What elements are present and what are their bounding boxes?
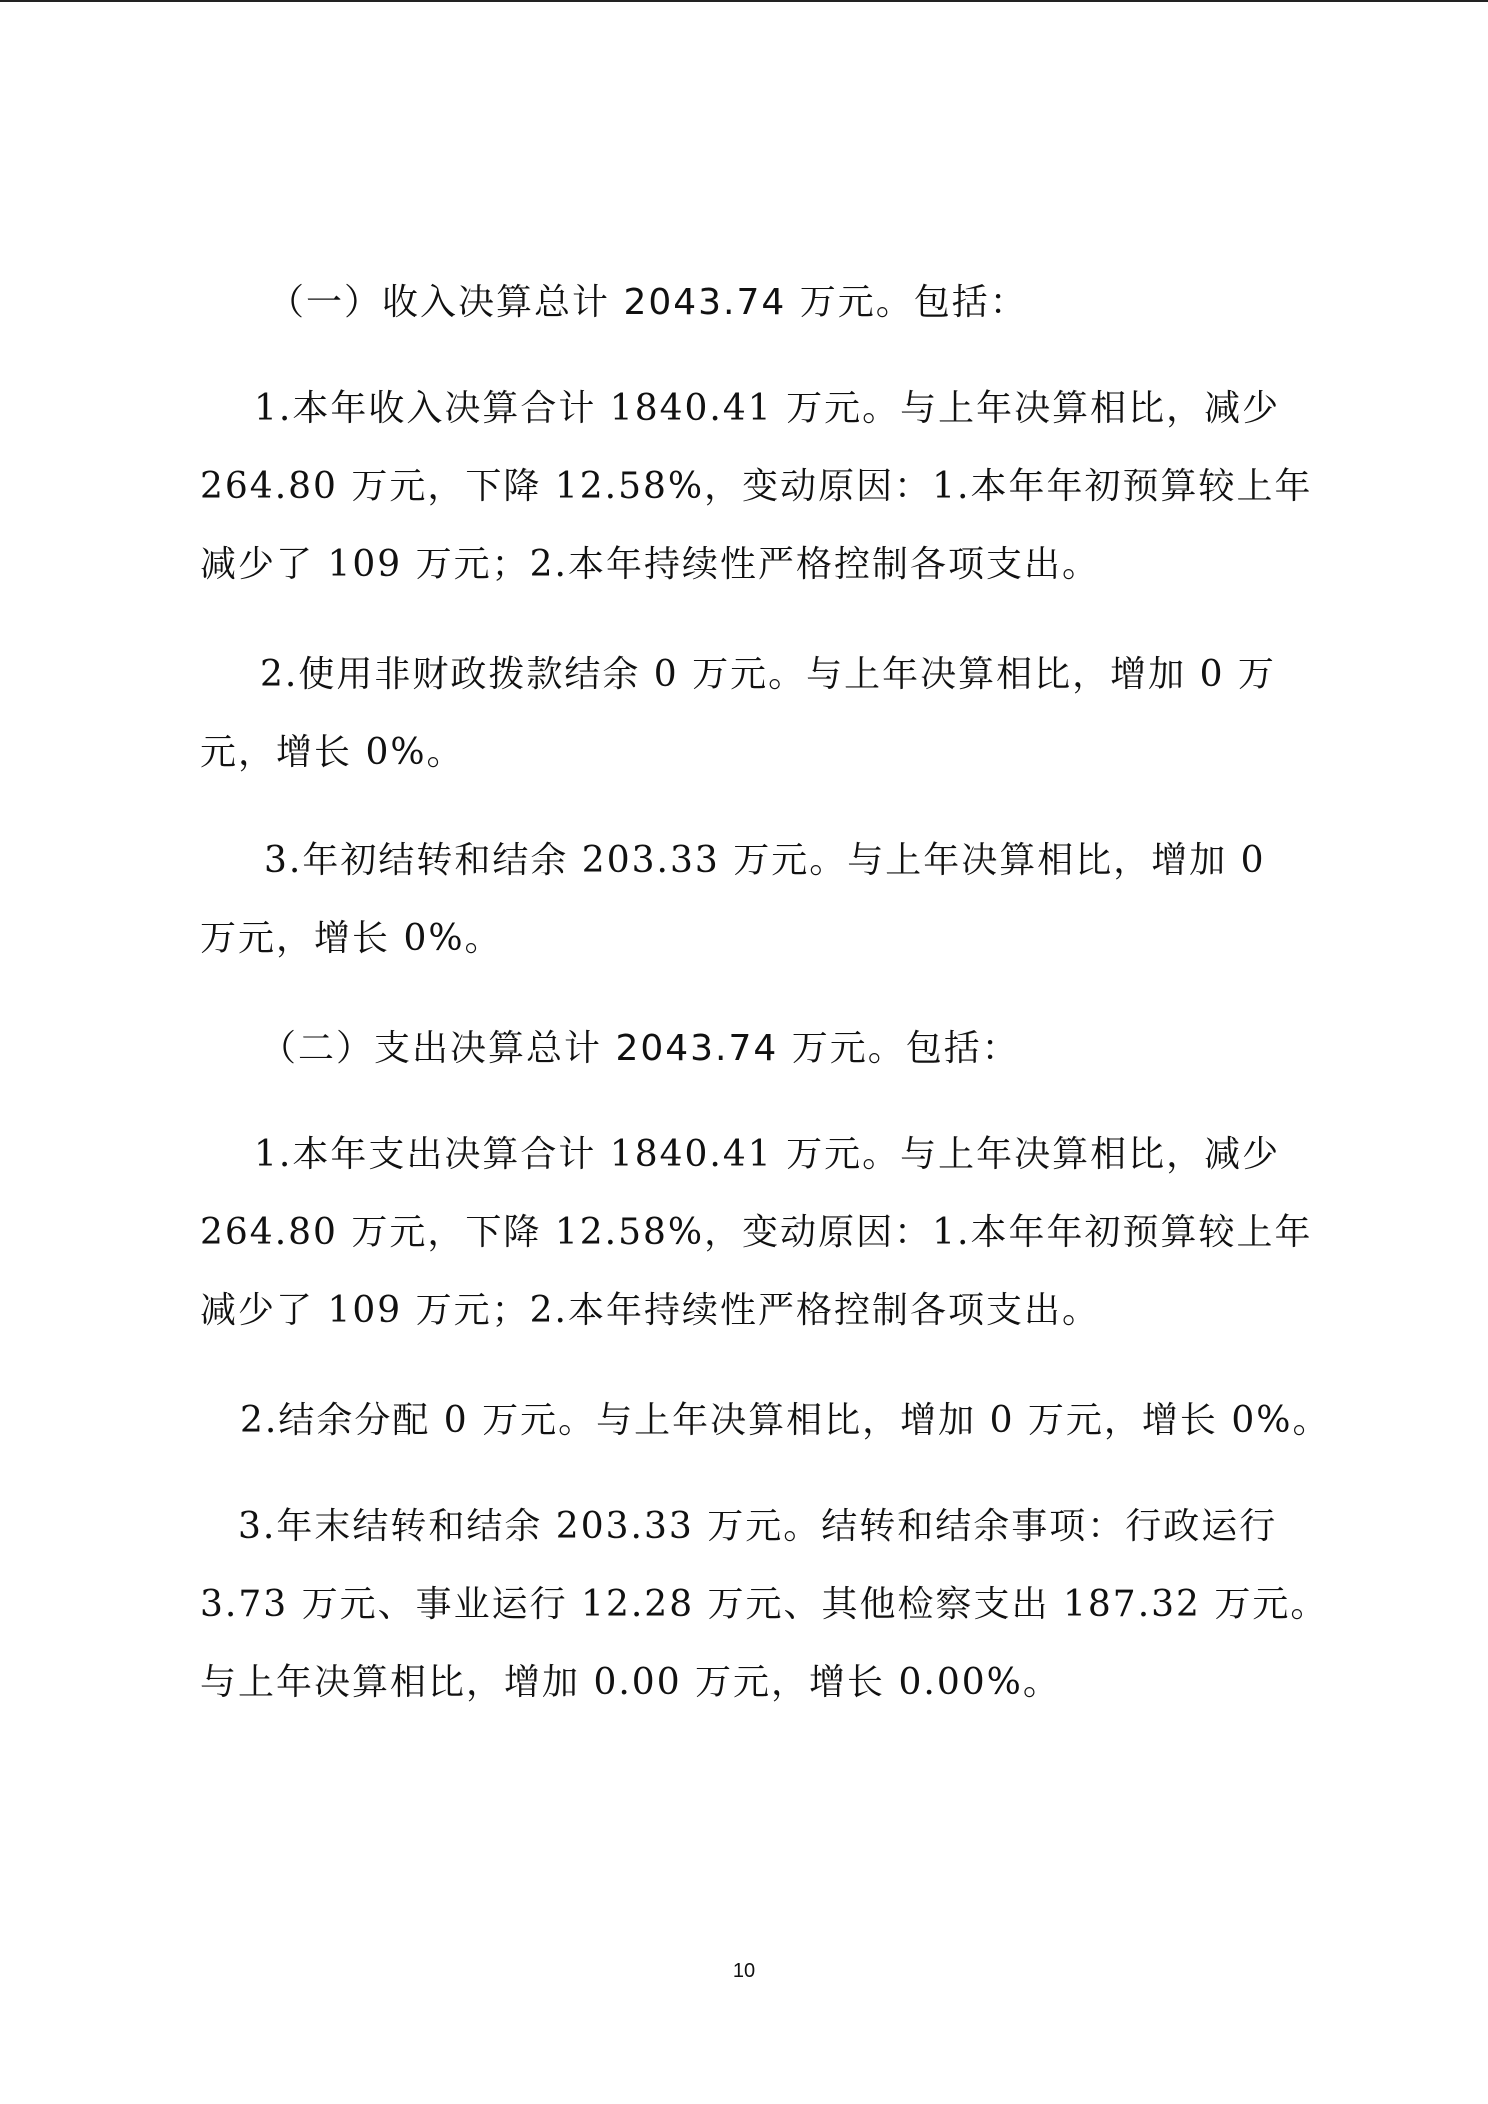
income-heading xyxy=(268,264,1378,342)
income-item-3-line-2: 万元，增长 0%。 xyxy=(200,918,503,959)
expense-item-2-line-1: 2.结余分配 0 万元。与上年决算相比，增加 0 万元，增长 0%。 xyxy=(240,1400,1331,1441)
income-item-1-line-2: 264.80 万元，下降 12.58%，变动原因：1.本年年初预算较上年 xyxy=(200,466,1313,507)
income-item-3 xyxy=(200,822,1310,978)
income-item-2-line-2: 元，增长 0%。 xyxy=(200,732,465,773)
expense-item-3-line-1: 3.年末结转和结余 203.33 万元。结转和结余事项：行政运行 xyxy=(238,1506,1278,1547)
expense-heading-text: （二）支出决算总计 2043.74 万元。包括： xyxy=(260,1028,1020,1069)
expense-item-1 xyxy=(200,1116,1313,1350)
expense-item-3 xyxy=(200,1488,1329,1722)
page-top-border xyxy=(0,0,1488,2)
expense-item-1-line-2: 264.80 万元，下降 12.58%，变动原因：1.本年年初预算较上年 xyxy=(200,1212,1313,1253)
expense-item-3-line-2: 3.73 万元、事业运行 12.28 万元、其他检察支出 187.32 万元。 xyxy=(200,1584,1329,1625)
income-item-1-line-3: 减少了 109 万元；2.本年持续性严格控制各项支出。 xyxy=(200,544,1100,585)
expense-item-1-line-3: 减少了 109 万元；2.本年持续性严格控制各项支出。 xyxy=(200,1290,1100,1331)
page-number: 10 xyxy=(732,1960,756,1982)
expense-item-3-line-3: 与上年决算相比，增加 0.00 万元，增长 0.00%。 xyxy=(200,1662,1061,1703)
income-heading-text: （一）收入决算总计 2043.74 万元。包括： xyxy=(268,282,1028,323)
expense-heading xyxy=(260,1010,1370,1088)
income-item-2-line-1: 2.使用非财政拨款结余 0 万元。与上年决算相比，增加 0 万 xyxy=(260,654,1276,695)
income-item-3-line-1: 3.年初结转和结余 203.33 万元。与上年决算相比，增加 0 xyxy=(264,840,1266,881)
income-item-1-line-1: 1.本年收入决算合计 1840.41 万元。与上年决算相比，减少 xyxy=(254,388,1281,429)
income-item-1 xyxy=(200,370,1313,604)
expense-item-1-line-1: 1.本年支出决算合计 1840.41 万元。与上年决算相比，减少 xyxy=(254,1134,1281,1175)
income-item-2 xyxy=(200,636,1310,792)
expense-item-2 xyxy=(200,1382,1331,1460)
